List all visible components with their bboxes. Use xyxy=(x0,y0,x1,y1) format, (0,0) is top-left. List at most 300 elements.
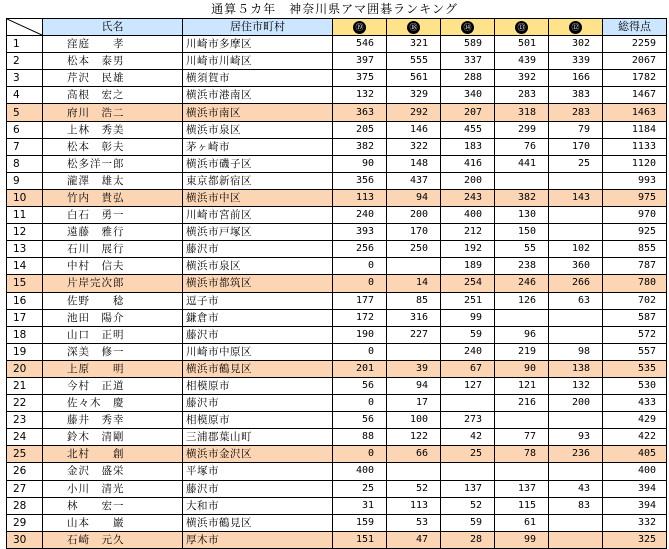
year-score: 148 xyxy=(387,155,441,172)
year-score: 251 xyxy=(441,292,495,309)
year-score: 546 xyxy=(333,36,387,53)
player-name: 上原 明 xyxy=(43,360,183,377)
player-city: 茅ヶ崎市 xyxy=(183,138,333,155)
rank-number: 7 xyxy=(7,138,43,155)
year-score: 88 xyxy=(333,429,387,446)
player-name: 片岸完次郎 xyxy=(43,275,183,292)
player-name: 佐々木 慶 xyxy=(43,395,183,412)
year-score: 25 xyxy=(441,446,495,463)
year-score: 122 xyxy=(387,429,441,446)
rank-number: 15 xyxy=(7,275,43,292)
year-score: 53 xyxy=(387,514,441,531)
year-score: 67 xyxy=(441,360,495,377)
year-score: 200 xyxy=(549,395,603,412)
total-score: 1120 xyxy=(603,155,667,172)
year-score: 172 xyxy=(333,309,387,326)
year-score: 115 xyxy=(495,497,549,514)
year-score: 137 xyxy=(441,480,495,497)
player-city: 横浜市都筑区 xyxy=(183,275,333,292)
page-title: 通算５カ年 神奈川県アマ囲碁ランキング xyxy=(211,2,458,16)
year-score: 254 xyxy=(441,275,495,292)
year-score: 177 xyxy=(333,292,387,309)
player-city: 横浜市鶴見区 xyxy=(183,514,333,531)
year-score: 392 xyxy=(495,70,549,87)
total-score: 2067 xyxy=(603,53,667,70)
player-name: 藤井 秀幸 xyxy=(43,412,183,429)
year-score xyxy=(549,326,603,343)
year-score: 98 xyxy=(549,343,603,360)
col-header-year-14 xyxy=(441,19,495,36)
year-score xyxy=(495,172,549,189)
table-row xyxy=(7,224,667,241)
player-city: 逗子市 xyxy=(183,292,333,309)
player-city: 平塚市 xyxy=(183,463,333,480)
diagonal-line-icon xyxy=(7,19,42,35)
year-score: 61 xyxy=(495,514,549,531)
year-score: 283 xyxy=(549,104,603,121)
table-row xyxy=(7,514,667,531)
year-score: 340 xyxy=(441,87,495,104)
year-score: 31 xyxy=(333,497,387,514)
year-score: 416 xyxy=(441,155,495,172)
year-score: 25 xyxy=(549,155,603,172)
table-row xyxy=(7,36,667,53)
rank-number: 4 xyxy=(7,87,43,104)
year-score: 382 xyxy=(495,189,549,206)
year-score: 227 xyxy=(387,326,441,343)
year-score: 339 xyxy=(549,53,603,70)
player-city: 横浜市戸塚区 xyxy=(183,224,333,241)
year-score: 151 xyxy=(333,531,387,548)
player-city: 鎌倉市 xyxy=(183,309,333,326)
player-city: 横須賀市 xyxy=(183,70,333,87)
total-score: 1133 xyxy=(603,138,667,155)
year-badge: ⑭ xyxy=(461,21,474,34)
total-score: 530 xyxy=(603,377,667,394)
total-score: 433 xyxy=(603,395,667,412)
table-row xyxy=(7,377,667,394)
player-name: 上林 秀美 xyxy=(43,121,183,138)
player-city: 藤沢市 xyxy=(183,241,333,258)
year-score: 137 xyxy=(495,480,549,497)
table-row xyxy=(7,258,667,275)
total-score: 535 xyxy=(603,360,667,377)
year-score: 190 xyxy=(333,326,387,343)
player-city: 三浦郡葉山町 xyxy=(183,429,333,446)
table-row xyxy=(7,446,667,463)
rank-number: 11 xyxy=(7,207,43,224)
year-score xyxy=(387,258,441,275)
player-city: 横浜市鶴見区 xyxy=(183,360,333,377)
player-name: 瀧澤 雄太 xyxy=(43,172,183,189)
year-score: 63 xyxy=(549,292,603,309)
year-score: 17 xyxy=(387,395,441,412)
table-row xyxy=(7,343,667,360)
year-score: 400 xyxy=(441,207,495,224)
year-score: 375 xyxy=(333,70,387,87)
year-score: 14 xyxy=(387,275,441,292)
year-score: 397 xyxy=(333,53,387,70)
table-row xyxy=(7,309,667,326)
total-score: 400 xyxy=(603,463,667,480)
player-city: 川崎市川崎区 xyxy=(183,53,333,70)
rank-number: 29 xyxy=(7,514,43,531)
year-score: 400 xyxy=(333,463,387,480)
player-name: 山本 巌 xyxy=(43,514,183,531)
year-score: 130 xyxy=(495,207,549,224)
year-score: 266 xyxy=(549,275,603,292)
year-score: 589 xyxy=(441,36,495,53)
player-name: 遠藤 雅行 xyxy=(43,224,183,241)
rank-number: 19 xyxy=(7,343,43,360)
year-score: 0 xyxy=(333,275,387,292)
total-score: 702 xyxy=(603,292,667,309)
player-name: 白石 勇一 xyxy=(43,207,183,224)
year-score: 126 xyxy=(495,292,549,309)
year-score xyxy=(549,172,603,189)
year-score: 455 xyxy=(441,121,495,138)
year-score: 83 xyxy=(549,497,603,514)
rank-number: 27 xyxy=(7,480,43,497)
player-city: 横浜市磯子区 xyxy=(183,155,333,172)
player-city: 川崎市中原区 xyxy=(183,343,333,360)
rank-number: 26 xyxy=(7,463,43,480)
year-score: 90 xyxy=(333,155,387,172)
table-row xyxy=(7,207,667,224)
table-body xyxy=(7,36,667,549)
col-header-year-13 xyxy=(495,19,549,36)
player-city: 横浜市泉区 xyxy=(183,121,333,138)
year-score: 200 xyxy=(441,172,495,189)
col-header-name: 氏名 xyxy=(43,19,183,36)
player-name: 林 宏一 xyxy=(43,497,183,514)
player-name: 深美 修一 xyxy=(43,343,183,360)
year-score: 238 xyxy=(495,258,549,275)
year-score: 437 xyxy=(387,172,441,189)
year-score xyxy=(441,395,495,412)
year-score: 561 xyxy=(387,70,441,87)
table-row xyxy=(7,138,667,155)
rank-number: 18 xyxy=(7,326,43,343)
total-score: 572 xyxy=(603,326,667,343)
total-score: 1184 xyxy=(603,121,667,138)
year-score: 337 xyxy=(441,53,495,70)
year-score: 90 xyxy=(495,360,549,377)
year-score: 159 xyxy=(333,514,387,531)
player-name: 松本 泰男 xyxy=(43,53,183,70)
total-score: 970 xyxy=(603,207,667,224)
total-score: 1463 xyxy=(603,104,667,121)
year-score: 192 xyxy=(441,241,495,258)
table-row xyxy=(7,104,667,121)
year-score: 166 xyxy=(549,70,603,87)
total-score: 993 xyxy=(603,172,667,189)
year-score: 302 xyxy=(549,36,603,53)
total-score: 787 xyxy=(603,258,667,275)
player-city: 藤沢市 xyxy=(183,480,333,497)
player-name: 池田 陽介 xyxy=(43,309,183,326)
year-score xyxy=(549,224,603,241)
year-score: 59 xyxy=(441,514,495,531)
year-score: 121 xyxy=(495,377,549,394)
player-city: 横浜市中区 xyxy=(183,189,333,206)
player-city: 川崎市宮前区 xyxy=(183,207,333,224)
year-score xyxy=(495,412,549,429)
year-score: 439 xyxy=(495,53,549,70)
year-score: 273 xyxy=(441,412,495,429)
year-score: 132 xyxy=(333,87,387,104)
rank-number: 1 xyxy=(7,36,43,53)
year-score: 555 xyxy=(387,53,441,70)
year-score: 0 xyxy=(333,395,387,412)
player-name: 小川 清光 xyxy=(43,480,183,497)
rank-number: 23 xyxy=(7,412,43,429)
year-score: 146 xyxy=(387,121,441,138)
year-score: 100 xyxy=(387,412,441,429)
year-score: 321 xyxy=(387,36,441,53)
year-score: 219 xyxy=(495,343,549,360)
player-name: 石川 展行 xyxy=(43,241,183,258)
year-score: 360 xyxy=(549,258,603,275)
total-score: 925 xyxy=(603,224,667,241)
year-badge: ⑱ xyxy=(407,21,420,34)
table-row xyxy=(7,531,667,548)
player-city: 藤沢市 xyxy=(183,395,333,412)
year-score: 250 xyxy=(387,241,441,258)
year-score: 96 xyxy=(495,326,549,343)
rank-number: 16 xyxy=(7,292,43,309)
player-name: 今村 正道 xyxy=(43,377,183,394)
year-score: 170 xyxy=(549,138,603,155)
year-score: 201 xyxy=(333,360,387,377)
year-score xyxy=(549,309,603,326)
table-row xyxy=(7,172,667,189)
player-name: 高根 宏之 xyxy=(43,87,183,104)
year-score: 43 xyxy=(549,480,603,497)
player-name: 芹沢 民雄 xyxy=(43,70,183,87)
total-score: 429 xyxy=(603,412,667,429)
year-score: 39 xyxy=(387,360,441,377)
table-row xyxy=(7,70,667,87)
year-score: 183 xyxy=(441,138,495,155)
year-score: 113 xyxy=(333,189,387,206)
rank-number: 13 xyxy=(7,241,43,258)
year-badge: ⑫ xyxy=(569,21,582,34)
table-row xyxy=(7,360,667,377)
year-score: 25 xyxy=(333,480,387,497)
player-name: 北村 創 xyxy=(43,446,183,463)
player-name: 山口 正明 xyxy=(43,326,183,343)
year-score: 76 xyxy=(495,138,549,155)
year-score: 99 xyxy=(495,531,549,548)
year-score: 47 xyxy=(387,531,441,548)
player-name: 竹内 貴弘 xyxy=(43,189,183,206)
ranking-table xyxy=(6,18,667,549)
year-score: 0 xyxy=(333,258,387,275)
year-score: 383 xyxy=(549,87,603,104)
player-name: 佐野 稔 xyxy=(43,292,183,309)
player-city: 藤沢市 xyxy=(183,326,333,343)
year-score: 363 xyxy=(333,104,387,121)
year-score: 283 xyxy=(495,87,549,104)
table-row xyxy=(7,412,667,429)
total-score: 557 xyxy=(603,343,667,360)
year-score: 318 xyxy=(495,104,549,121)
year-score: 393 xyxy=(333,224,387,241)
table-row xyxy=(7,463,667,480)
year-score: 212 xyxy=(441,224,495,241)
year-score: 299 xyxy=(495,121,549,138)
total-score: 1467 xyxy=(603,87,667,104)
table-row xyxy=(7,292,667,309)
year-score: 200 xyxy=(387,207,441,224)
year-score: 55 xyxy=(495,241,549,258)
player-city: 厚木市 xyxy=(183,531,333,548)
total-score: 325 xyxy=(603,531,667,548)
table-row xyxy=(7,326,667,343)
player-name: 鈴木 清剛 xyxy=(43,429,183,446)
player-name: 石崎 元久 xyxy=(43,531,183,548)
year-score: 501 xyxy=(495,36,549,53)
table-row xyxy=(7,87,667,104)
year-score: 138 xyxy=(549,360,603,377)
player-name: 府川 浩二 xyxy=(43,104,183,121)
col-header-year-19 xyxy=(333,19,387,36)
year-score: 240 xyxy=(333,207,387,224)
player-city: 横浜市港南区 xyxy=(183,87,333,104)
year-score: 79 xyxy=(549,121,603,138)
year-score: 66 xyxy=(387,446,441,463)
rank-number: 2 xyxy=(7,53,43,70)
year-score xyxy=(549,463,603,480)
player-city: 横浜市金沢区 xyxy=(183,446,333,463)
year-score: 150 xyxy=(495,224,549,241)
year-score: 292 xyxy=(387,104,441,121)
year-score: 0 xyxy=(333,343,387,360)
col-header-city: 居住市町村 xyxy=(183,19,333,36)
year-score xyxy=(441,463,495,480)
year-score: 240 xyxy=(441,343,495,360)
total-score: 394 xyxy=(603,480,667,497)
table-row xyxy=(7,480,667,497)
year-score: 59 xyxy=(441,326,495,343)
year-score: 0 xyxy=(333,446,387,463)
year-score xyxy=(549,531,603,548)
year-score: 216 xyxy=(495,395,549,412)
year-score: 93 xyxy=(549,429,603,446)
year-score: 246 xyxy=(495,275,549,292)
table-row xyxy=(7,429,667,446)
year-score: 99 xyxy=(441,309,495,326)
total-score: 975 xyxy=(603,189,667,206)
player-city: 川崎市多摩区 xyxy=(183,36,333,53)
year-score: 243 xyxy=(441,189,495,206)
total-score: 2259 xyxy=(603,36,667,53)
year-score: 189 xyxy=(441,258,495,275)
table-row xyxy=(7,497,667,514)
year-score: 441 xyxy=(495,155,549,172)
year-score: 143 xyxy=(549,189,603,206)
player-city: 横浜市泉区 xyxy=(183,258,333,275)
year-score: 127 xyxy=(441,377,495,394)
total-score: 780 xyxy=(603,275,667,292)
rank-number: 22 xyxy=(7,395,43,412)
year-score: 132 xyxy=(549,377,603,394)
rank-number: 9 xyxy=(7,172,43,189)
rank-number: 20 xyxy=(7,360,43,377)
player-city: 東京都新宿区 xyxy=(183,172,333,189)
total-score: 332 xyxy=(603,514,667,531)
rank-number: 12 xyxy=(7,224,43,241)
year-score xyxy=(387,463,441,480)
player-city: 大和市 xyxy=(183,497,333,514)
year-score: 205 xyxy=(333,121,387,138)
year-score: 94 xyxy=(387,377,441,394)
year-score: 170 xyxy=(387,224,441,241)
col-header-total: 総得点 xyxy=(603,19,667,36)
year-badge: ⑲ xyxy=(353,21,366,34)
total-score: 855 xyxy=(603,241,667,258)
col-header-year-18 xyxy=(387,19,441,36)
header-row xyxy=(7,19,667,36)
total-score: 405 xyxy=(603,446,667,463)
player-name: 松多洋一郎 xyxy=(43,155,183,172)
rank-number: 25 xyxy=(7,446,43,463)
year-score: 56 xyxy=(333,412,387,429)
rank-number: 10 xyxy=(7,189,43,206)
player-city: 相模原市 xyxy=(183,377,333,394)
year-score: 113 xyxy=(387,497,441,514)
table-row xyxy=(7,241,667,258)
year-score: 85 xyxy=(387,292,441,309)
table-row xyxy=(7,189,667,206)
col-header-year-12 xyxy=(549,19,603,36)
year-score xyxy=(495,463,549,480)
year-score: 316 xyxy=(387,309,441,326)
rank-number: 28 xyxy=(7,497,43,514)
player-name: 金沢 盛栄 xyxy=(43,463,183,480)
total-score: 394 xyxy=(603,497,667,514)
player-name: 中村 信夫 xyxy=(43,258,183,275)
rank-number: 3 xyxy=(7,70,43,87)
rank-number: 14 xyxy=(7,258,43,275)
corner-cell xyxy=(7,19,43,36)
rank-number: 21 xyxy=(7,377,43,394)
table-row xyxy=(7,53,667,70)
player-name: 松本 彰夫 xyxy=(43,138,183,155)
player-name: 窪庭 孝 xyxy=(43,36,183,53)
year-score: 78 xyxy=(495,446,549,463)
table-row xyxy=(7,121,667,138)
year-score: 94 xyxy=(387,189,441,206)
year-score: 288 xyxy=(441,70,495,87)
year-score: 52 xyxy=(441,497,495,514)
table-row xyxy=(7,275,667,292)
year-score: 356 xyxy=(333,172,387,189)
year-score: 28 xyxy=(441,531,495,548)
rank-number: 17 xyxy=(7,309,43,326)
year-score: 207 xyxy=(441,104,495,121)
total-score: 587 xyxy=(603,309,667,326)
player-city: 相模原市 xyxy=(183,412,333,429)
year-score: 102 xyxy=(549,241,603,258)
table-row xyxy=(7,395,667,412)
total-score: 422 xyxy=(603,429,667,446)
table-row xyxy=(7,155,667,172)
rank-number: 5 xyxy=(7,104,43,121)
year-score: 52 xyxy=(387,480,441,497)
year-score: 322 xyxy=(387,138,441,155)
